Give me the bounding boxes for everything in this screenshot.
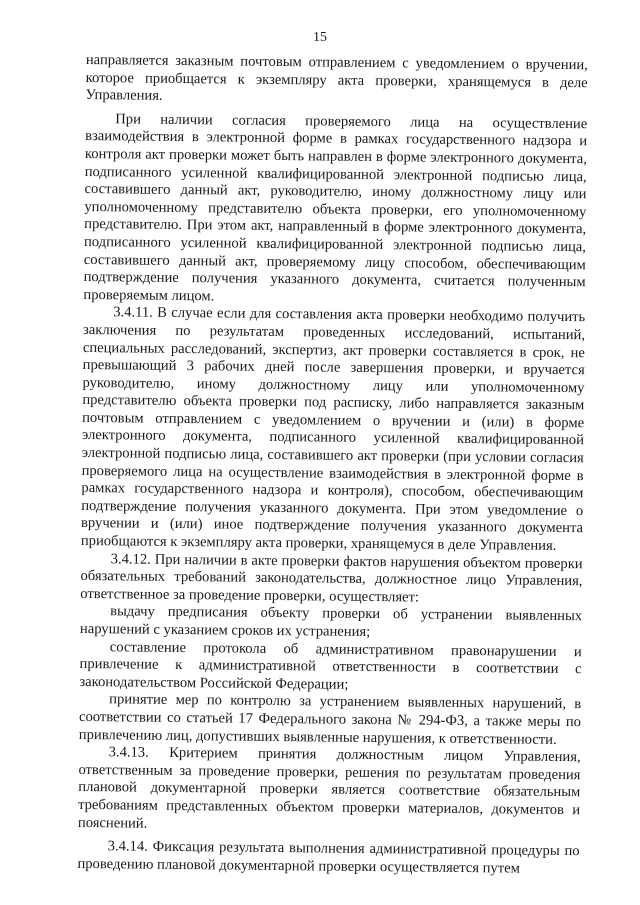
- paragraph-3-4-13: 3.4.13. Критерием принятия должностным лицом Управления, ответственным за проведение проверки, решения по результатам проведения плановой документарной проверки является соответствие обязательным требованиям представленных объектом проверки материалов, документов и пояснений.: [77, 744, 581, 832]
- paragraph-continuation: направляется заказным почтовым отправлением с уведомлением о вручении, которое приобщается к экземпляру акта проверки, хранящемуся в деле Управления.: [85, 52, 588, 104]
- paragraph-3-4-12: 3.4.12. При наличии в акте проверки фактов нарушения объектом проверки обязательных требований законодательства, должностное лицо Управления, ответственное за проведение проверки, осуществляет:: [80, 550, 583, 606]
- list-item-protocol: составление протокола об административном правонарушении и привлечение к административной ответственности в соответствии с законодательством Российской Федерации;: [79, 638, 582, 693]
- paragraph-electronic-act: При наличии согласия проверяемого лица на осуществление взаимодействия в электронной форме в рамках государственного надзора и контроля акт проверки может быть направлен в форме электронного документа, подписанного усиленной квалифицированной электронной подписью лица, составившего данный акт, руководителю, иному должностному лицу или уполномоченному представителю объекта проверки, его уполномоченному представителю. При этом акт, направленный в форме электронного документа, подписанного усиленной квалифицированной электронной подписью лица, составившего данный акт, проверяемому лицу способом, обеспечивающим подтверждение получения указанного документа, считается полученным проверяемым лицом.: [83, 111, 588, 305]
- page-number: 15: [313, 30, 327, 45]
- list-item-control-measures: принятие мер по контролю за устранением выявленных нарушений, в соответствии со статьей 17 Федерального закона № 294-ФЗ, а также меры по привлечению лиц, допустивших выявленные нарушения, к ответственности.: [78, 691, 582, 748]
- paragraph-3-4-14: 3.4.14. Фиксация результата выполнения административной процедуры по проведению плановой документарной проверки осуществляется путем: [77, 838, 580, 877]
- paragraph-3-4-11: 3.4.11. В случае если для составления акта проверки необходимо получить заключения по результатам проведенных исследований, испытаний, специальных расследований, экспертиз, акт проверки составляется в срок, не превышающий 3 рабочих дней после завершения проверки, и вручается руководителю, иному должностному лицу или уполномоченному представителю объекта проверки под расписку, либо направляется заказным почтовым отправлением с уведомлением о вручении и (или) в форме электронного документа, подписанного усиленной квалифицированной электронной подписью лица, составившего акт проверки (при условии согласия проверяемого лица на осуществление взаимодействия в электронной форме в рамках государственного надзора и контроля), способом, обеспечивающим подтверждение получения указанного документа. При этом уведомление о вручении и (или) иное подтверждение получения указанного документа приобщаются к экземпляру акта проверки, хранящемуся в деле Управления.: [80, 304, 586, 554]
- list-item-prescription: выдачу предписания объекту проверки об устранении выявленных нарушений с указанием сроков их устранения;: [79, 603, 583, 641]
- document-body: [77, 52, 588, 879]
